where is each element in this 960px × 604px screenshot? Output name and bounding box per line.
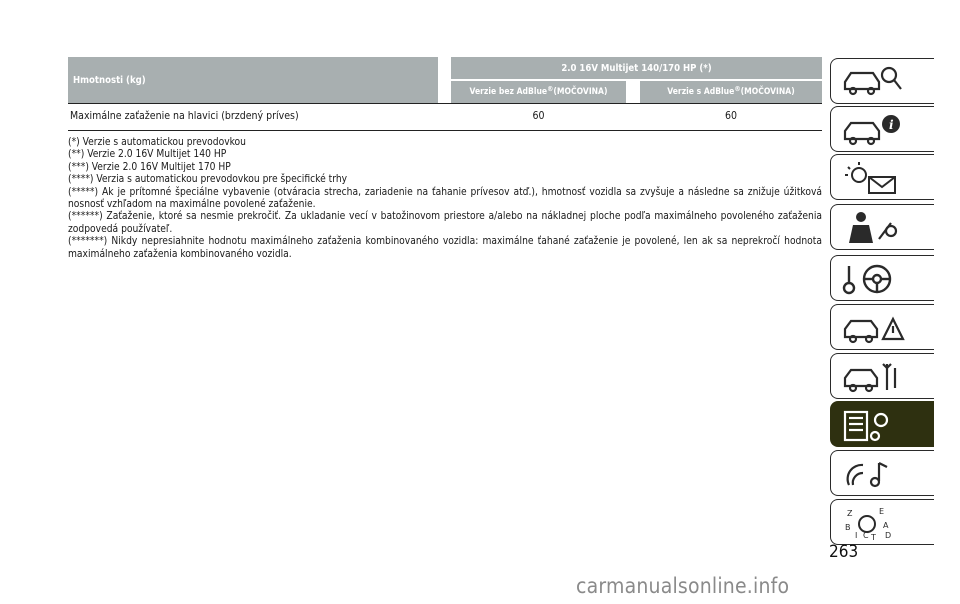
svg-text:I: I (855, 531, 858, 540)
row-value-without-adblue: 60 (532, 110, 545, 122)
footnote: (***) Verzie 2.0 16V Multijet 170 HP (68, 161, 231, 173)
specs-gear-icon (839, 406, 919, 444)
car-info-icon (839, 111, 919, 149)
column-header-text: Verzie bez AdBlue (469, 87, 548, 97)
multimedia-icon (839, 455, 919, 493)
chapter-tab-safety[interactable] (830, 204, 934, 250)
driver-seatbelt-icon (839, 209, 919, 247)
car-wrench-icon (839, 358, 919, 396)
car-search-icon (839, 63, 919, 101)
car-crash-warning-icon (839, 309, 919, 347)
chapter-tab-multimedia[interactable] (830, 450, 934, 496)
registered-mark: ® (547, 85, 554, 93)
page-number: 263 (829, 542, 859, 562)
chapter-tab-servicing[interactable] (830, 353, 934, 399)
svg-text:i: i (889, 118, 894, 132)
chapter-tab-knowing-your-vehicle[interactable] (830, 58, 934, 104)
chapter-tab-index[interactable] (830, 499, 934, 545)
svg-text:D: D (885, 531, 892, 540)
index-letters-icon (839, 504, 919, 542)
registered-mark: ® (734, 85, 741, 93)
column-header-suffix: (MOČOVINA) (553, 87, 608, 97)
svg-text:A: A (883, 521, 889, 530)
row-value-with-adblue: 60 (724, 110, 738, 122)
footnotes (68, 137, 822, 261)
key-steering-wheel-icon (839, 260, 919, 298)
column-header-text: Verzie s AdBlue (667, 87, 735, 97)
column-header-suffix: (MOČOVINA) (740, 87, 795, 97)
chapter-tab-starting-driving[interactable] (830, 255, 934, 301)
chapter-tab-emergency[interactable] (830, 304, 934, 350)
column-header-with-adblue (640, 81, 822, 103)
table-row (68, 103, 822, 131)
row-label: Maximálne zaťaženie na hlavici (brzdený príves) (70, 110, 299, 122)
table-header (68, 57, 822, 103)
footnote: (******) Zaťaženie, ktoré sa nesmie prekročiť. Za ukladanie vecí v batožinovom priestore a/alebo na nákladnej ploche podľa maximálneho povoleného zaťaženia zodpovedá používateľ. (68, 211, 822, 235)
footnote: (*****) Ak je prítomné špeciálne vybavenie (otváracia strecha, zariadenie na ťahanie prívesov atď.), hmotnosť vozidla sa zvyšuje a následne sa znižuje úžitková nosnosť vzhľadom na maximálne povolené zaťaženie. (68, 186, 822, 211)
watermark: carmanualsonline.info (576, 574, 790, 598)
column-header-without-adblue (451, 81, 626, 103)
footnote: (**) Verzie 2.0 16V Multijet 140 HP (68, 149, 227, 161)
svg-text:C: C (863, 531, 869, 540)
chapter-tab-technical-data[interactable] (830, 401, 934, 447)
svg-text:B: B (845, 523, 851, 532)
weights-header: Hmotnosti (kg) (68, 57, 438, 103)
engine-header: 2.0 16V Multijet 140/170 HP (*) (451, 57, 822, 80)
warning-lights-message-icon (839, 159, 919, 197)
footnote: (*******) Nikdy nepresiahnite hodnotu maximálneho zaťaženia kombinovaného vozidla: maximálne ťahané zaťaženie je povolené, len ak sa neprekročí hodnota maximálneho zaťaženia kombinovaného vozidla. (68, 236, 822, 260)
svg-text:T: T (871, 533, 876, 542)
chapter-tab-warning-lights[interactable] (830, 154, 934, 200)
svg-text:E: E (879, 507, 885, 516)
footnote: (****) Verzia s automatickou prevodovkou pre špecifické trhy (68, 174, 348, 186)
footnote: (*) Verzie s automatickou prevodovkou (68, 137, 246, 148)
chapter-tab-dashboard[interactable] (830, 106, 934, 152)
weights-table (68, 57, 822, 131)
svg-text:Z: Z (847, 509, 853, 518)
